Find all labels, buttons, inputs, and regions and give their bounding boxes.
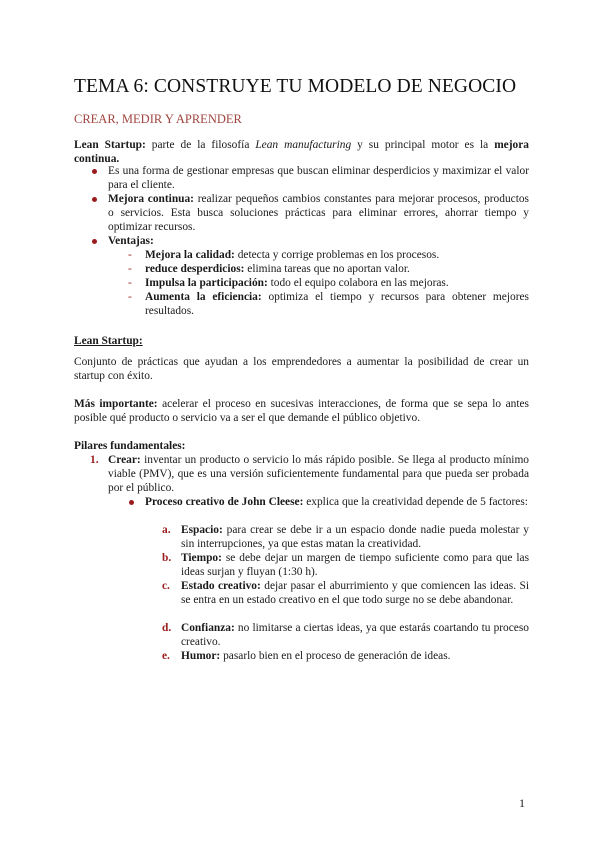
bullet-item-3: Ventajas: <box>108 235 154 247</box>
ventaja-1-label: Mejora la calidad: <box>145 249 235 261</box>
ventaja-item-3 <box>145 276 529 290</box>
ventaja-3-text: todo el equipo colabora en las mejoras. <box>267 277 449 289</box>
pilares-heading: Pilares fundamentales: <box>74 440 186 452</box>
page-title: TEMA 6: CONSTRUYE TU MODELO DE NEGOCIO <box>74 76 517 97</box>
bullet-item-2 <box>108 192 529 234</box>
bullet-dot-icon <box>92 169 97 174</box>
section-subtitle: CREAR, MEDIR Y APRENDER <box>74 112 242 126</box>
mas-importante-paragraph <box>74 397 529 425</box>
factor-5-text: pasarlo bien en el proceso de generación de ideas. <box>220 650 451 662</box>
letter-marker: c. <box>162 580 170 592</box>
intro-text-1: parte de la filosofía <box>145 139 256 151</box>
factor-4-text: no limitarse a ciertas ideas, ya que estarás coartando tu proceso creativo. <box>181 622 529 648</box>
dash-marker-icon: - <box>128 249 132 261</box>
factor-4-label: Confianza: <box>181 622 235 634</box>
factor-confianza <box>181 621 529 649</box>
mas-importante-label: Más importante: <box>74 398 158 410</box>
cleese-item <box>145 495 529 509</box>
bullet-item-1: Es una forma de gestionar empresas que buscan eliminar desperdicios y maximizar el valor para el cliente. <box>108 165 529 191</box>
letter-marker: e. <box>162 650 170 662</box>
dash-marker-icon: - <box>128 263 132 275</box>
intro-text-2: y su principal motor es la <box>351 139 495 151</box>
mas-importante-text: acelerar el proceso en sucesivas interacciones, de forma que se sepa lo antes posible qué producto o servicio va a ser el que demande el público objetivo. <box>74 398 529 424</box>
numbered-marker: 1. <box>90 454 99 466</box>
ventaja-3-label: Impulsa la participación: <box>145 277 268 289</box>
bullet-2-text: realizar pequeños cambios constantes para mejorar procesos, productos o servicios. Esta busca soluciones prácticas para eliminar errores, ahorrar tiempo y optimizar recursos. <box>108 193 529 233</box>
bullet-dot-icon <box>129 500 134 505</box>
intro-bold-end: mejora continua. <box>74 139 529 165</box>
intro-paragraph <box>74 138 529 166</box>
page-number: 1 <box>519 796 525 810</box>
crear-text: inventar un producto o servicio lo más rápido posible. Se llega al producto mínimo viable (PMV), que es una versión suficientemente fundamental para que pueda ser probada por el público. <box>108 454 529 494</box>
factor-2-label: Tiempo: <box>181 552 222 564</box>
bullet-2-label: Mejora continua: <box>108 193 194 205</box>
bullet-dot-icon <box>92 239 97 244</box>
letter-marker: d. <box>162 622 172 634</box>
dash-marker-icon: - <box>128 291 132 303</box>
lean-startup-paragraph: Conjunto de prácticas que ayudan a los emprendedores a aumentar la posibilidad de crear un startup con éxito. <box>74 356 529 382</box>
factor-2-text: se debe dejar un margen de tiempo suficiente como para que las ideas surjan y fluyan (1:30 h). <box>181 552 529 578</box>
intro-label: Lean Startup: <box>74 139 146 151</box>
factor-estado-creativo <box>181 579 529 607</box>
crear-label: Crear: <box>108 454 141 466</box>
letter-marker: b. <box>162 552 172 564</box>
ventaja-2-label: reduce desperdicios: <box>145 263 245 275</box>
cleese-text: explica que la creatividad depende de 5 factores: <box>303 496 528 508</box>
factor-espacio <box>181 523 529 551</box>
ventaja-item-1 <box>145 248 529 262</box>
ventaja-item-2 <box>145 262 529 276</box>
factor-1-text: para crear se debe ir a un espacio donde nadie pueda molestar y sin interrupciones, ya que estas matan la creatividad. <box>181 524 529 550</box>
ventaja-item-4 <box>145 290 529 318</box>
factor-humor <box>181 649 529 663</box>
intro-italic: Lean manufacturing <box>255 139 352 151</box>
letter-marker: a. <box>162 524 171 536</box>
ventaja-4-label: Aumenta la eficiencia: <box>145 291 262 303</box>
bullet-dot-icon <box>92 197 97 202</box>
factor-tiempo <box>181 551 529 579</box>
dash-marker-icon: - <box>128 277 132 289</box>
factor-1-label: Espacio: <box>181 524 223 536</box>
factor-5-label: Humor: <box>181 650 221 662</box>
ventaja-1-text: detecta y corrige problemas en los procesos. <box>234 249 440 261</box>
lean-startup-heading: Lean Startup: <box>74 335 143 347</box>
factor-3-label: Estado creativo: <box>181 580 261 592</box>
pilar-crear <box>108 453 529 495</box>
ventaja-2-text: elimina tareas que no aportan valor. <box>244 263 410 275</box>
factor-3-text: dejar pasar el aburrimiento y que comiencen las ideas. Si se entra en un estado creativo en el que todo surge no se debe abandonar. <box>181 580 529 606</box>
cleese-label: Proceso creativo de John Cleese: <box>145 496 304 508</box>
ventaja-4-text: optimiza el tiempo y recursos para obtener mejores resultados. <box>145 291 529 317</box>
